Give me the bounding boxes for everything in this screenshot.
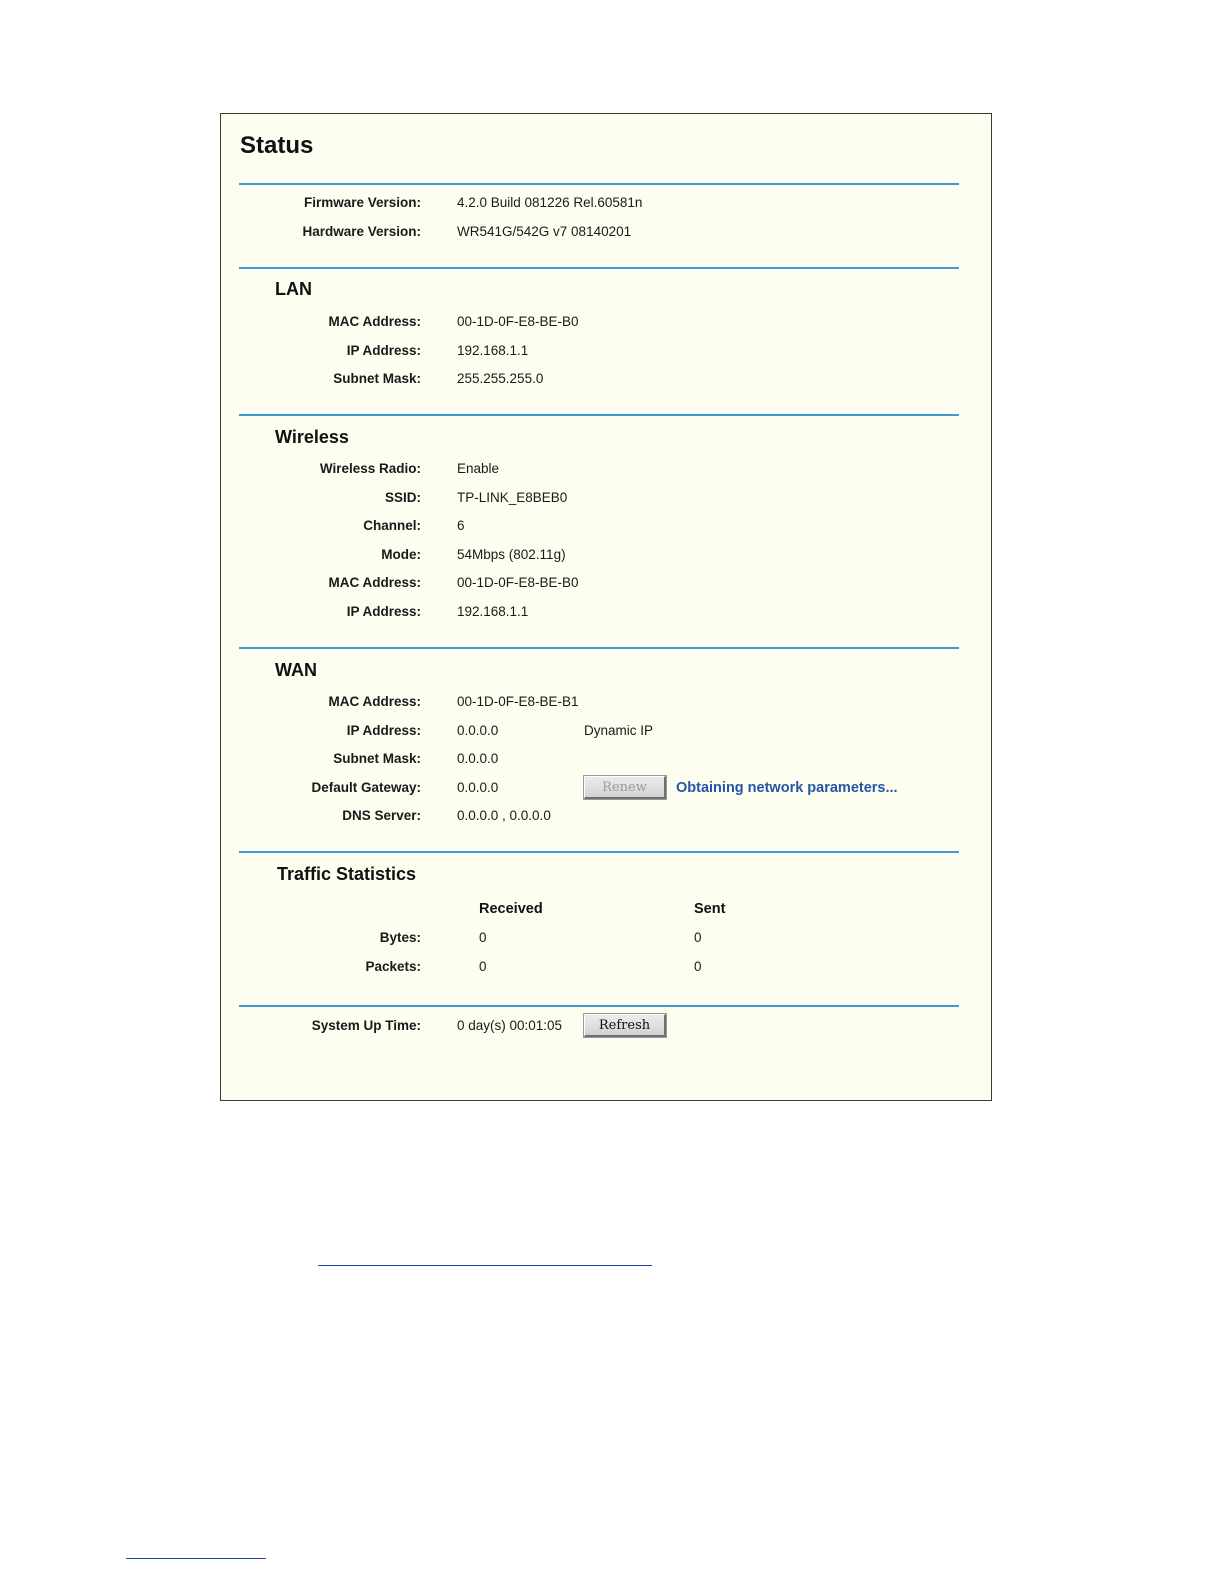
lan-mac-row [221, 314, 991, 334]
lan-ip-label: IP Address: [346, 343, 421, 358]
wan-gateway-value: 0.0.0.0 [457, 780, 499, 795]
section-divider [239, 183, 959, 185]
uptime-label: System Up Time: [311, 1018, 421, 1033]
packets-row [221, 959, 991, 979]
underline-rule [126, 1558, 266, 1559]
bytes-row [221, 930, 991, 950]
sent-header: Sent [694, 901, 726, 917]
wan-connection-type: Dynamic IP [584, 723, 654, 738]
ssid-row [221, 490, 991, 510]
wan-ip-label: IP Address: [346, 723, 421, 738]
section-divider [239, 414, 959, 416]
traffic-section-title: Traffic Statistics [277, 864, 417, 884]
lan-section-title: LAN [275, 279, 312, 299]
section-divider [239, 267, 959, 269]
hardware-value: WR541G/542G v7 08140201 [457, 224, 632, 239]
lan-mask-value: 255.255.255.0 [457, 371, 544, 386]
channel-value: 6 [457, 518, 465, 533]
wireless-ip-label: IP Address: [346, 604, 421, 619]
wireless-mac-label: MAC Address: [328, 575, 421, 590]
received-header: Received [479, 901, 543, 917]
wireless-mac-row [221, 575, 991, 595]
wan-mask-label: Subnet Mask: [333, 751, 421, 766]
wan-ip-value: 0.0.0.0 [457, 723, 499, 738]
section-divider [239, 851, 959, 853]
packets-received-value: 0 [479, 959, 487, 974]
ssid-value: TP-LINK_E8BEB0 [457, 490, 568, 505]
section-divider [239, 647, 959, 649]
wireless-section-title: Wireless [275, 427, 349, 447]
wan-mac-value: 00-1D-0F-E8-BE-B1 [457, 694, 579, 709]
bytes-sent-value: 0 [694, 930, 702, 945]
page-title: Status [240, 132, 314, 159]
firmware-row [221, 195, 991, 215]
packets-label: Packets: [365, 959, 421, 974]
wan-mask-row [221, 751, 991, 771]
firmware-value: 4.2.0 Build 081226 Rel.60581n [457, 195, 643, 210]
ssid-label: SSID: [384, 490, 421, 505]
wan-gateway-label: Default Gateway: [311, 780, 421, 795]
lan-mac-label: MAC Address: [328, 314, 421, 329]
wan-mac-row [221, 694, 991, 714]
status-panel [220, 113, 992, 1101]
refresh-button[interactable]: Refresh [584, 1014, 666, 1037]
wan-dns-label: DNS Server: [342, 808, 421, 823]
lan-mac-value: 00-1D-0F-E8-BE-B0 [457, 314, 579, 329]
hardware-row [221, 224, 991, 244]
wan-mask-value: 0.0.0.0 [457, 751, 499, 766]
wireless-radio-label: Wireless Radio: [319, 461, 421, 476]
bytes-received-value: 0 [479, 930, 487, 945]
wan-ip-row [221, 723, 991, 743]
channel-label: Channel: [363, 518, 421, 533]
lan-ip-row [221, 343, 991, 363]
firmware-label: Firmware Version: [303, 195, 421, 210]
hardware-label: Hardware Version: [302, 224, 421, 239]
lan-mask-row [221, 371, 991, 391]
wireless-ip-value: 192.168.1.1 [457, 604, 529, 619]
renew-button[interactable]: Renew [584, 776, 666, 799]
uptime-value: 0 day(s) 00:01:05 [457, 1018, 563, 1033]
wan-dns-row [221, 808, 991, 828]
mode-value: 54Mbps (802.11g) [457, 547, 566, 562]
wan-dns-value: 0.0.0.0 , 0.0.0.0 [457, 808, 551, 823]
wireless-radio-value: Enable [457, 461, 500, 476]
wan-section-title: WAN [275, 660, 317, 680]
wan-status-message: Obtaining network parameters... [676, 780, 898, 796]
section-divider [239, 1005, 959, 1007]
wireless-ip-row [221, 604, 991, 624]
mode-row [221, 547, 991, 567]
lan-ip-value: 192.168.1.1 [457, 343, 529, 358]
packets-sent-value: 0 [694, 959, 702, 974]
lan-mask-label: Subnet Mask: [333, 371, 421, 386]
underline-rule [318, 1265, 652, 1266]
wireless-radio-row [221, 461, 991, 481]
bytes-label: Bytes: [379, 930, 421, 945]
mode-label: Mode: [381, 547, 421, 562]
channel-row [221, 518, 991, 538]
wan-mac-label: MAC Address: [328, 694, 421, 709]
wireless-mac-value: 00-1D-0F-E8-BE-B0 [457, 575, 579, 590]
